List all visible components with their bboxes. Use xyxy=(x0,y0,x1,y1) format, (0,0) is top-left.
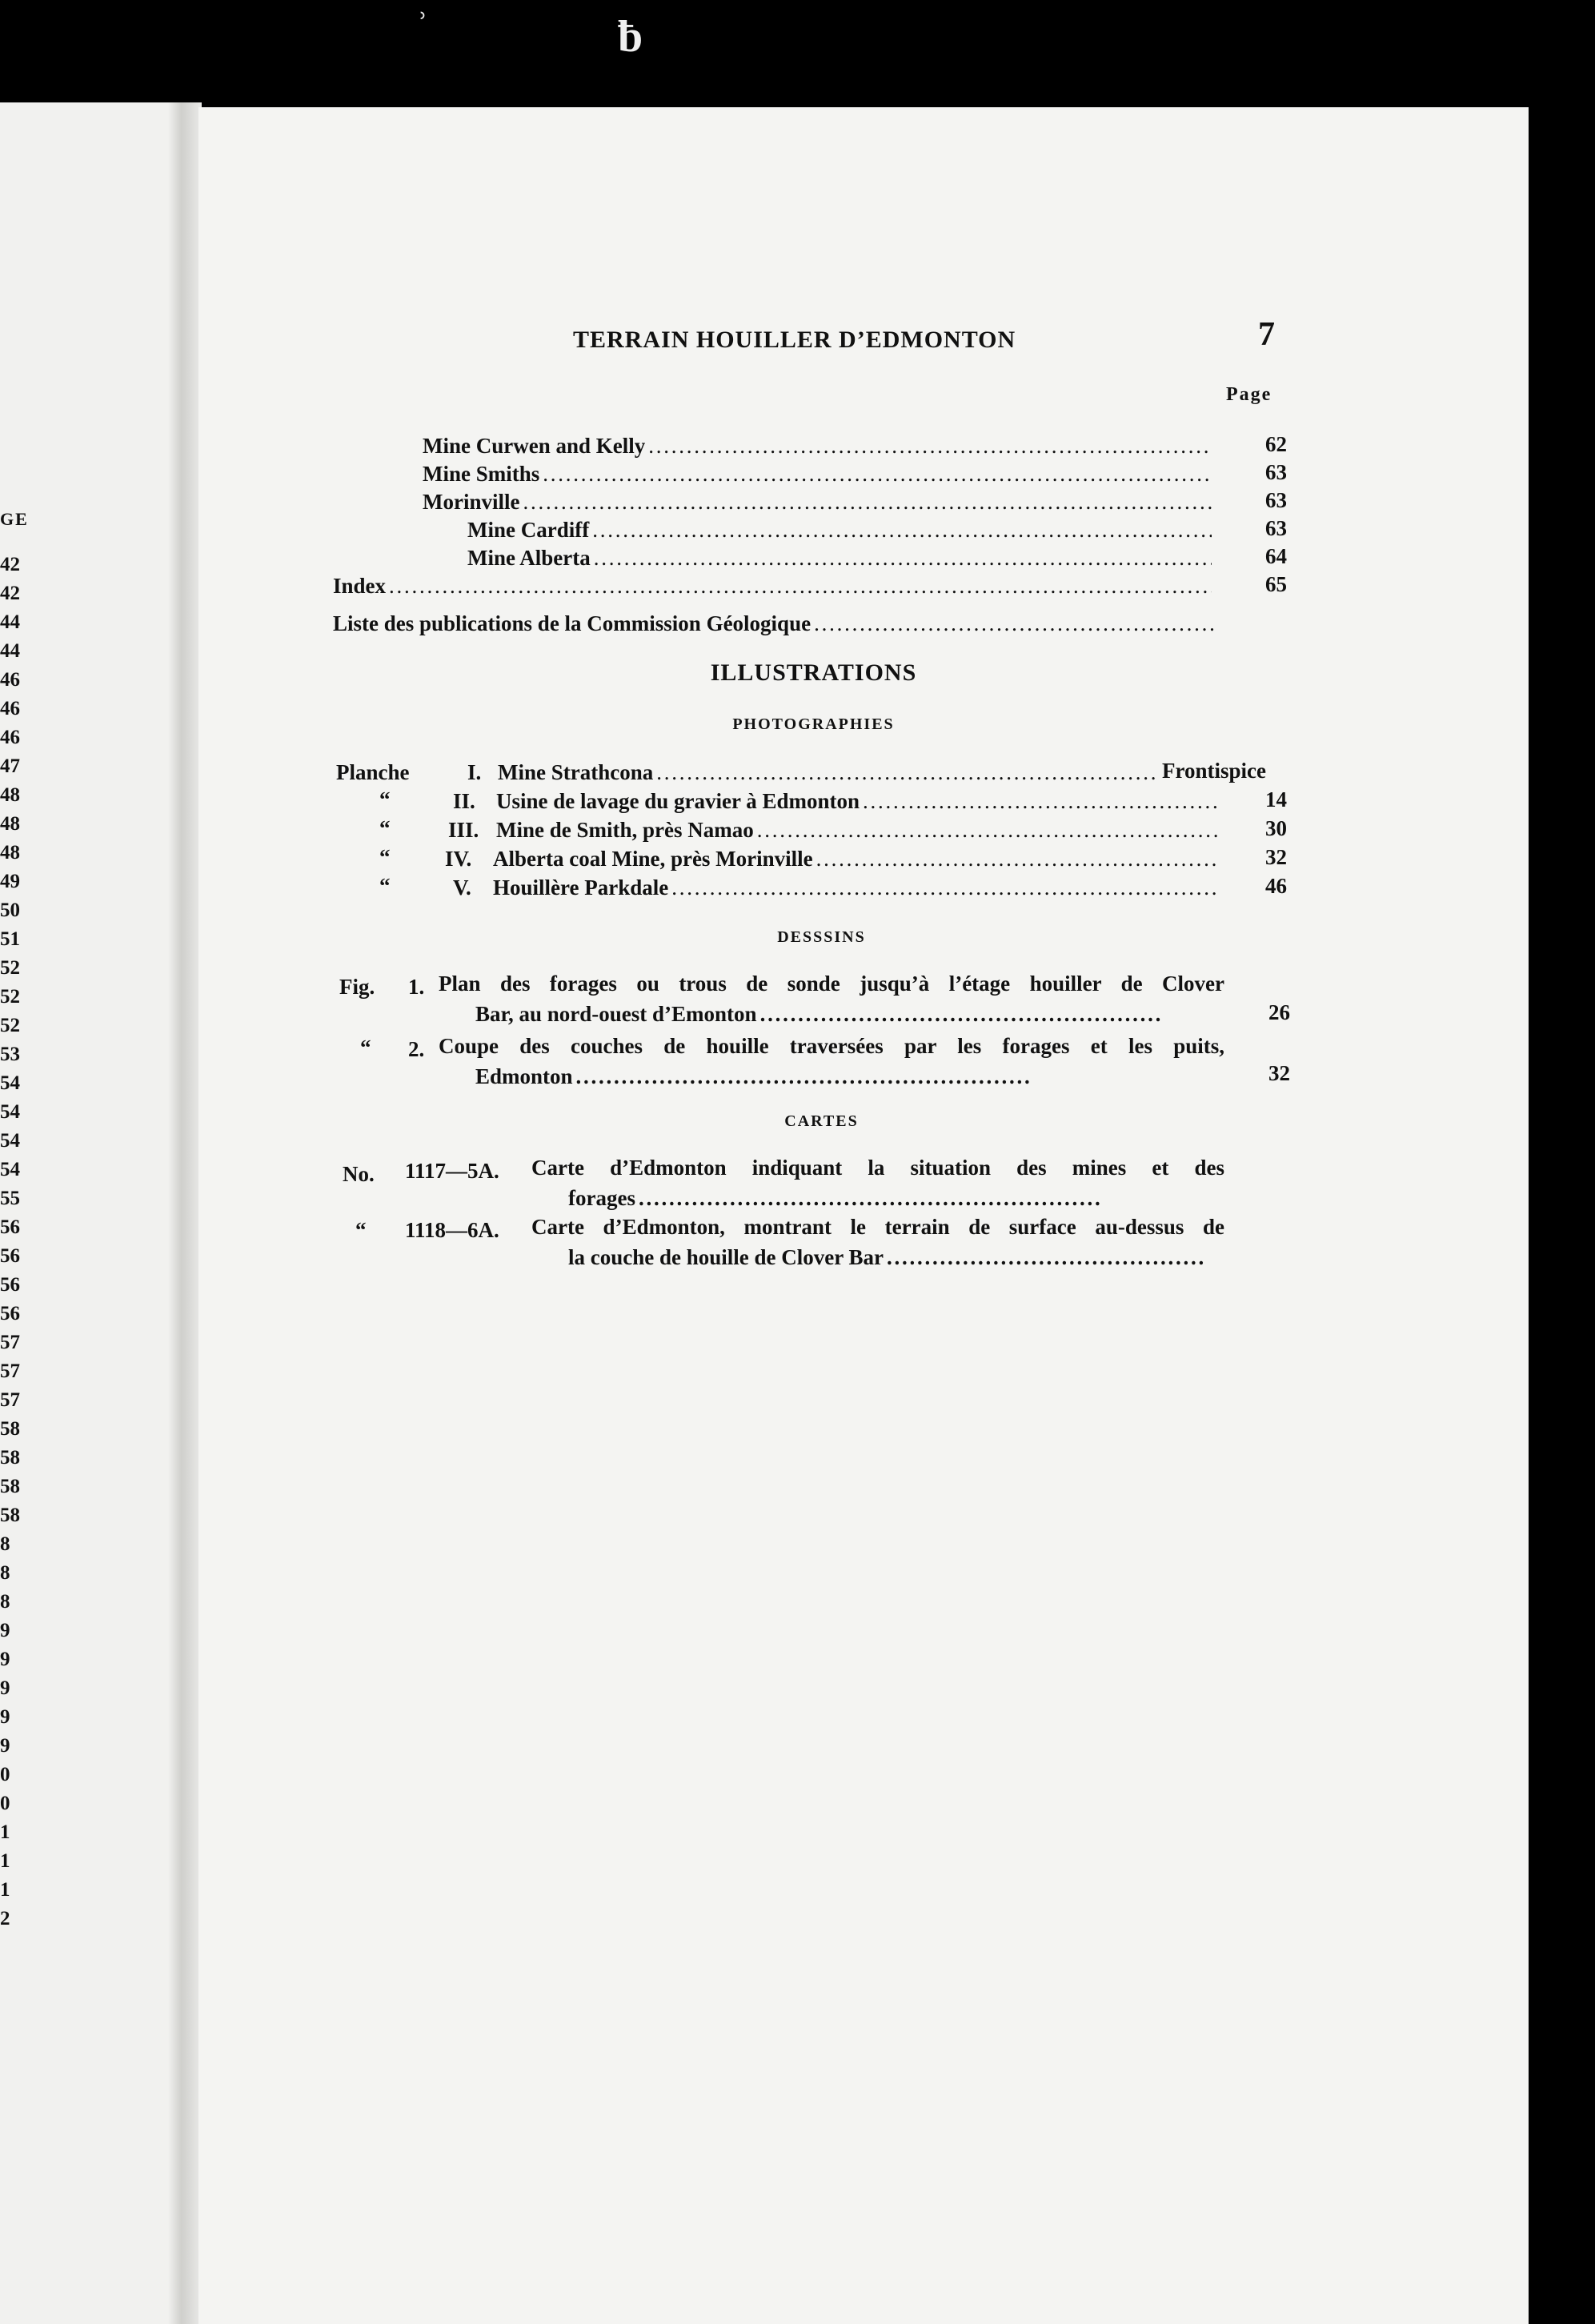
previous-page-number: 42 xyxy=(0,554,20,575)
toc-entry: Index . . . xyxy=(333,574,1215,601)
previous-page-number: 52 xyxy=(0,957,20,979)
previous-page-number: 9 xyxy=(0,1677,10,1699)
plate-page: 30 xyxy=(1265,816,1287,840)
drawings-heading: DESSSINS xyxy=(777,928,866,946)
previous-page-number: 48 xyxy=(0,813,20,835)
map-entry: Carte d’Edmonton indiquant la situation des mines et des forages . . . . . . . . . . . . . . . . . . . . . . . . . . . . . . . . . . . . . . . . . . . . . . . . . . . . . . . . . . . . . xyxy=(531,1156,1224,1210)
ditto-mark: “ xyxy=(379,845,391,869)
previous-page-number: 54 xyxy=(0,1130,20,1152)
previous-page-number: 51 xyxy=(0,928,20,950)
maps-heading: CARTES xyxy=(784,1112,859,1130)
toc-page-number: 65 xyxy=(1265,572,1287,596)
previous-page-number: 52 xyxy=(0,986,20,1008)
plate-entry: Alberta coal Mine, près Morinville . . . xyxy=(493,847,1223,874)
previous-page-number: 57 xyxy=(0,1360,20,1382)
plate-entry: Mine de Smith, près Namao . . . xyxy=(496,818,1223,845)
photographs-heading: PHOTOGRAPHIES xyxy=(732,715,895,733)
previous-page-edge xyxy=(0,102,186,2324)
previous-page-number: 8 xyxy=(0,1533,10,1555)
running-head: TERRAIN HOUILLER D’EDMONTON xyxy=(573,327,1016,353)
previous-page-number: 56 xyxy=(0,1274,20,1296)
toc-entry: Morinville . . . xyxy=(423,490,1215,517)
previous-page-number: 1 xyxy=(0,1850,10,1872)
toc-page-number: 63 xyxy=(1265,488,1287,512)
previous-page-number: 2 xyxy=(0,1908,10,1929)
plate-page: 32 xyxy=(1265,845,1287,869)
map-no-label: No. xyxy=(343,1162,375,1186)
plate-number: V. xyxy=(453,876,471,900)
previous-page-numbers xyxy=(0,551,48,1933)
plate-entry: Mine Strathcona . . . xyxy=(498,760,1162,787)
plate-number: II. xyxy=(453,789,475,813)
plate-page: 14 xyxy=(1265,787,1287,811)
previous-page-number: 54 xyxy=(0,1159,20,1180)
previous-page-number: 49 xyxy=(0,871,20,892)
plate-entry: Houillère Parkdale . . . xyxy=(493,876,1223,903)
previous-page-number: 48 xyxy=(0,784,20,806)
previous-page-number: 53 xyxy=(0,1044,20,1065)
map-entry: Carte d’Edmonton, montrant le terrain de surface au-dessus de la couche de houille de Clover Bar . . . . . . . . . . . . . . . . . . . . . . . . . . . . . . . . . . . . . . . . . . xyxy=(531,1215,1224,1269)
toc-entry: Mine Alberta . . . xyxy=(467,546,1215,573)
toc-entry: Mine Smiths . . . xyxy=(423,462,1215,489)
previous-page-number: 9 xyxy=(0,1620,10,1641)
previous-page-number: 0 xyxy=(0,1793,10,1814)
previous-page-number: 55 xyxy=(0,1188,20,1209)
scan-mark-right: ƀ xyxy=(618,12,643,62)
ditto-mark: “ xyxy=(379,874,391,898)
previous-page-number: 8 xyxy=(0,1591,10,1613)
map-number: 1118—6A. xyxy=(405,1218,499,1242)
previous-page-number: 46 xyxy=(0,727,20,748)
previous-page-number: 56 xyxy=(0,1303,20,1324)
book-gutter xyxy=(168,102,202,2324)
toc-entry: Mine Cardiff . . . xyxy=(467,518,1215,545)
ditto-mark: “ xyxy=(379,787,391,811)
previous-page-number: 46 xyxy=(0,698,20,719)
plate-number: III. xyxy=(448,818,479,842)
fig-entry: Plan des forages ou trous de sonde jusqu’à l’étage houiller de Clover Bar, au nord-ouest d’Emonton . . . . . . . . . . . . . . . . . . . . . . . . . . . . . . . . . . . . . . . . . . . . . . . . . . . . . xyxy=(439,972,1224,1026)
previous-page-number: 58 xyxy=(0,1505,20,1526)
fig-page: 26 xyxy=(1268,1000,1290,1024)
previous-page-number: 47 xyxy=(0,755,20,777)
toc-entry: Mine Curwen and Kelly . . . xyxy=(423,434,1215,461)
plate-page: 46 xyxy=(1265,874,1287,898)
plate-label: Planche xyxy=(336,760,410,784)
previous-page-header: GE xyxy=(0,509,29,529)
toc-page-number: 62 xyxy=(1265,432,1287,456)
page-column-label: Page xyxy=(1226,384,1272,405)
previous-page-number: 9 xyxy=(0,1706,10,1728)
map-number: 1117—5A. xyxy=(405,1159,499,1183)
previous-page-number: 1 xyxy=(0,1821,10,1843)
previous-page-number: 54 xyxy=(0,1101,20,1123)
previous-page-number: 42 xyxy=(0,583,20,604)
fig-page: 32 xyxy=(1268,1061,1290,1085)
previous-page-number: 58 xyxy=(0,1418,20,1440)
scan-mark-left: ʾ xyxy=(416,6,429,48)
previous-page-number: 56 xyxy=(0,1245,20,1267)
previous-page-number: 9 xyxy=(0,1649,10,1670)
previous-page-number: 57 xyxy=(0,1389,20,1411)
previous-page-number: 58 xyxy=(0,1476,20,1497)
fig-entry: Coupe des couches de houille traversées par les forages et les puits, Edmonton . . . . . . . . . . . . . . . . . . . . . . . . . . . . . . . . . . . . . . . . . . . . . . . . . . . . . . . . . . . . xyxy=(439,1034,1224,1088)
previous-page-number: 0 xyxy=(0,1764,10,1785)
plate-number: I. xyxy=(467,760,482,784)
previous-page-number: 56 xyxy=(0,1216,20,1238)
fig-label: Fig. xyxy=(339,975,375,999)
previous-page-number: 1 xyxy=(0,1879,10,1901)
ditto-mark: “ xyxy=(360,1036,371,1060)
plate-page: Frontispice xyxy=(1162,759,1266,783)
previous-page-number: 52 xyxy=(0,1015,20,1036)
illustrations-heading: ILLUSTRATIONS xyxy=(710,659,917,686)
previous-page-number: 50 xyxy=(0,900,20,921)
fig-number: 1. xyxy=(408,975,425,999)
plate-number: IV. xyxy=(445,847,472,871)
previous-page-number: 48 xyxy=(0,842,20,863)
previous-page-number: 8 xyxy=(0,1562,10,1584)
fig-number: 2. xyxy=(408,1037,425,1061)
previous-page-number: 58 xyxy=(0,1447,20,1469)
previous-page-number: 9 xyxy=(0,1735,10,1757)
toc-entry: Liste des publications de la Commission Géologique . . . xyxy=(333,611,1218,639)
ditto-mark: “ xyxy=(379,816,391,840)
toc-page-number: 64 xyxy=(1265,544,1287,568)
previous-page-number: 44 xyxy=(0,611,20,633)
previous-page-number: 57 xyxy=(0,1332,20,1353)
previous-page-number: 46 xyxy=(0,669,20,691)
plate-entry: Usine de lavage du gravier à Edmonton . . . xyxy=(496,789,1223,816)
ditto-mark: “ xyxy=(355,1218,367,1242)
toc-page-number: 63 xyxy=(1265,516,1287,540)
previous-page-number: 54 xyxy=(0,1072,20,1094)
page-number: 7 xyxy=(1258,316,1275,353)
toc-page-number: 63 xyxy=(1265,460,1287,484)
previous-page-number: 44 xyxy=(0,640,20,662)
